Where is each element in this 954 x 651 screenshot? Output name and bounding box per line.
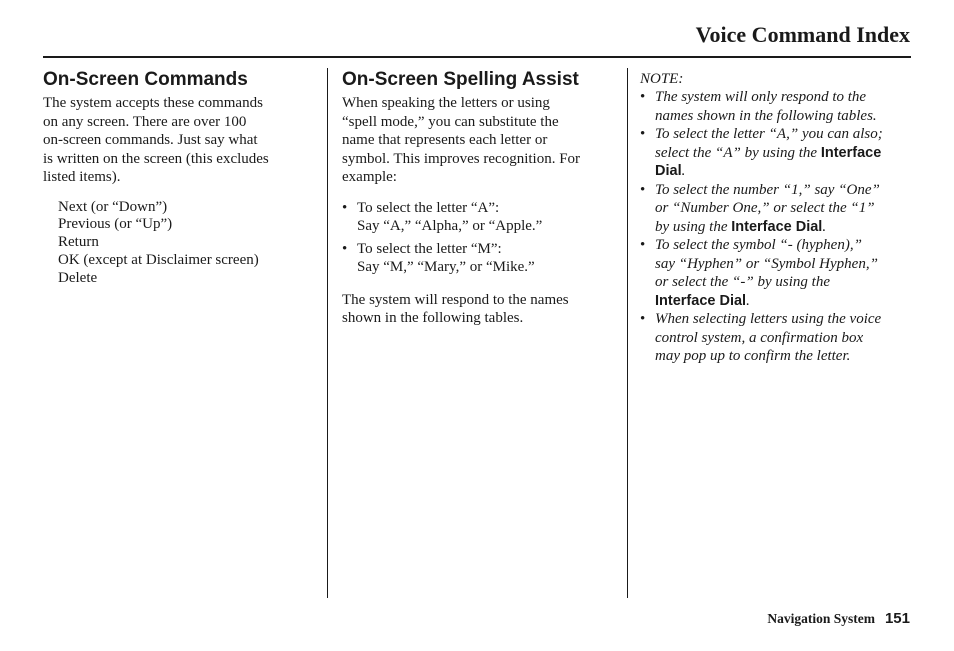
note-line [655,292,915,311]
intro-line: on-screen commands. Just say what [43,132,258,148]
interface-dial-term: Dial [655,163,682,179]
bullet-icon: • [640,237,646,253]
intro-line: “spell mode,” you can substitute the [342,113,559,130]
note-line: names shown in the following tables. [655,107,877,124]
spelling-assist-outro [342,291,612,328]
intro-line: listed items). [43,169,121,185]
note-item [640,181,915,237]
note-line: control system, a confirmation box [655,329,864,346]
column-spelling-assist [342,68,612,328]
note-text: . [681,163,686,179]
column-divider-1 [327,68,328,598]
note-line: To select the symbol “- (hyphen),” [655,237,862,253]
intro-line: When speaking the letters or using [342,95,550,111]
example-instruction: To select the letter “M”: [357,240,502,257]
intro-line: is written on the screen (this excludes [43,150,269,167]
note-line: The system will only respond to the [655,89,867,105]
bullet-icon: • [640,126,646,142]
intro-line: name that represents each letter or [342,132,548,148]
on-screen-commands-intro [43,94,308,187]
note-item [640,310,915,366]
note-line [655,218,915,237]
note-item [640,125,915,181]
command-item: Previous (or “Up”) [58,216,173,233]
note-item [640,88,915,125]
note-line [655,144,915,163]
outro-line: shown in the following tables. [342,310,524,326]
note-line: say “Hyphen” or “Symbol Hyphen,” [655,255,878,272]
bullet-icon: • [342,199,348,216]
intro-line: on any screen. There are over 100 [43,113,247,130]
note-line: To select the letter “A,” you can also; [655,126,883,142]
bullet-icon: • [640,311,646,327]
example-list [342,199,612,277]
note-line: When selecting letters using the voice [655,311,882,327]
bullet-icon: • [640,89,646,105]
intro-line: symbol. This improves recognition. For [342,150,581,167]
column-notes [640,68,915,366]
note-text: . [746,292,750,309]
section-heading-spelling-assist: On-Screen Spelling Assist [342,69,579,90]
note-text: by using the [655,218,732,235]
note-line: may pop up to confirm the letter. [655,348,851,364]
page-title: Voice Command Index [695,22,910,47]
spelling-assist-intro [342,94,612,187]
bullet-icon: • [640,181,646,198]
interface-dial-term: Interface [820,144,882,161]
command-item: Next (or “Down”) [58,198,168,215]
column-divider-2 [627,68,628,598]
interface-dial-term: Interface Dial [655,292,747,309]
column-on-screen-commands [43,68,308,287]
example-instruction: To select the letter “A”: [357,199,500,216]
page-footer [767,610,910,627]
notes-list [640,88,915,366]
note-line [655,162,915,181]
note-label: NOTE: [640,71,684,87]
note-line: To select the number “1,” say “One” [655,181,880,198]
note-text: select the “A” by using the [655,144,821,161]
footer-section-name: Navigation System [767,611,875,626]
example-item [342,199,612,236]
interface-dial-term: Interface Dial [731,218,823,235]
example-item [342,240,612,277]
command-item: OK (except at Disclaimer screen) [58,251,259,268]
page-number: 151 [884,610,910,627]
intro-line: The system accepts these commands [43,95,263,111]
command-item: Delete [58,269,98,286]
intro-line: example: [342,169,397,185]
outro-line: The system will respond to the names [342,291,569,308]
command-list [58,199,308,288]
note-line: or select the “-” by using the [655,274,830,290]
note-text: . [822,218,827,235]
header-rule [43,56,911,58]
example-say: Say “A,” “Alpha,” or “Apple.” [357,218,543,234]
bullet-icon: • [342,240,348,257]
note-item [640,236,915,310]
command-item: Return [58,234,99,251]
note-line: or “Number One,” or select the “1” [655,200,875,216]
example-say: Say “M,” “Mary,” or “Mike.” [357,259,535,275]
section-heading-on-screen-commands: On-Screen Commands [43,69,248,90]
